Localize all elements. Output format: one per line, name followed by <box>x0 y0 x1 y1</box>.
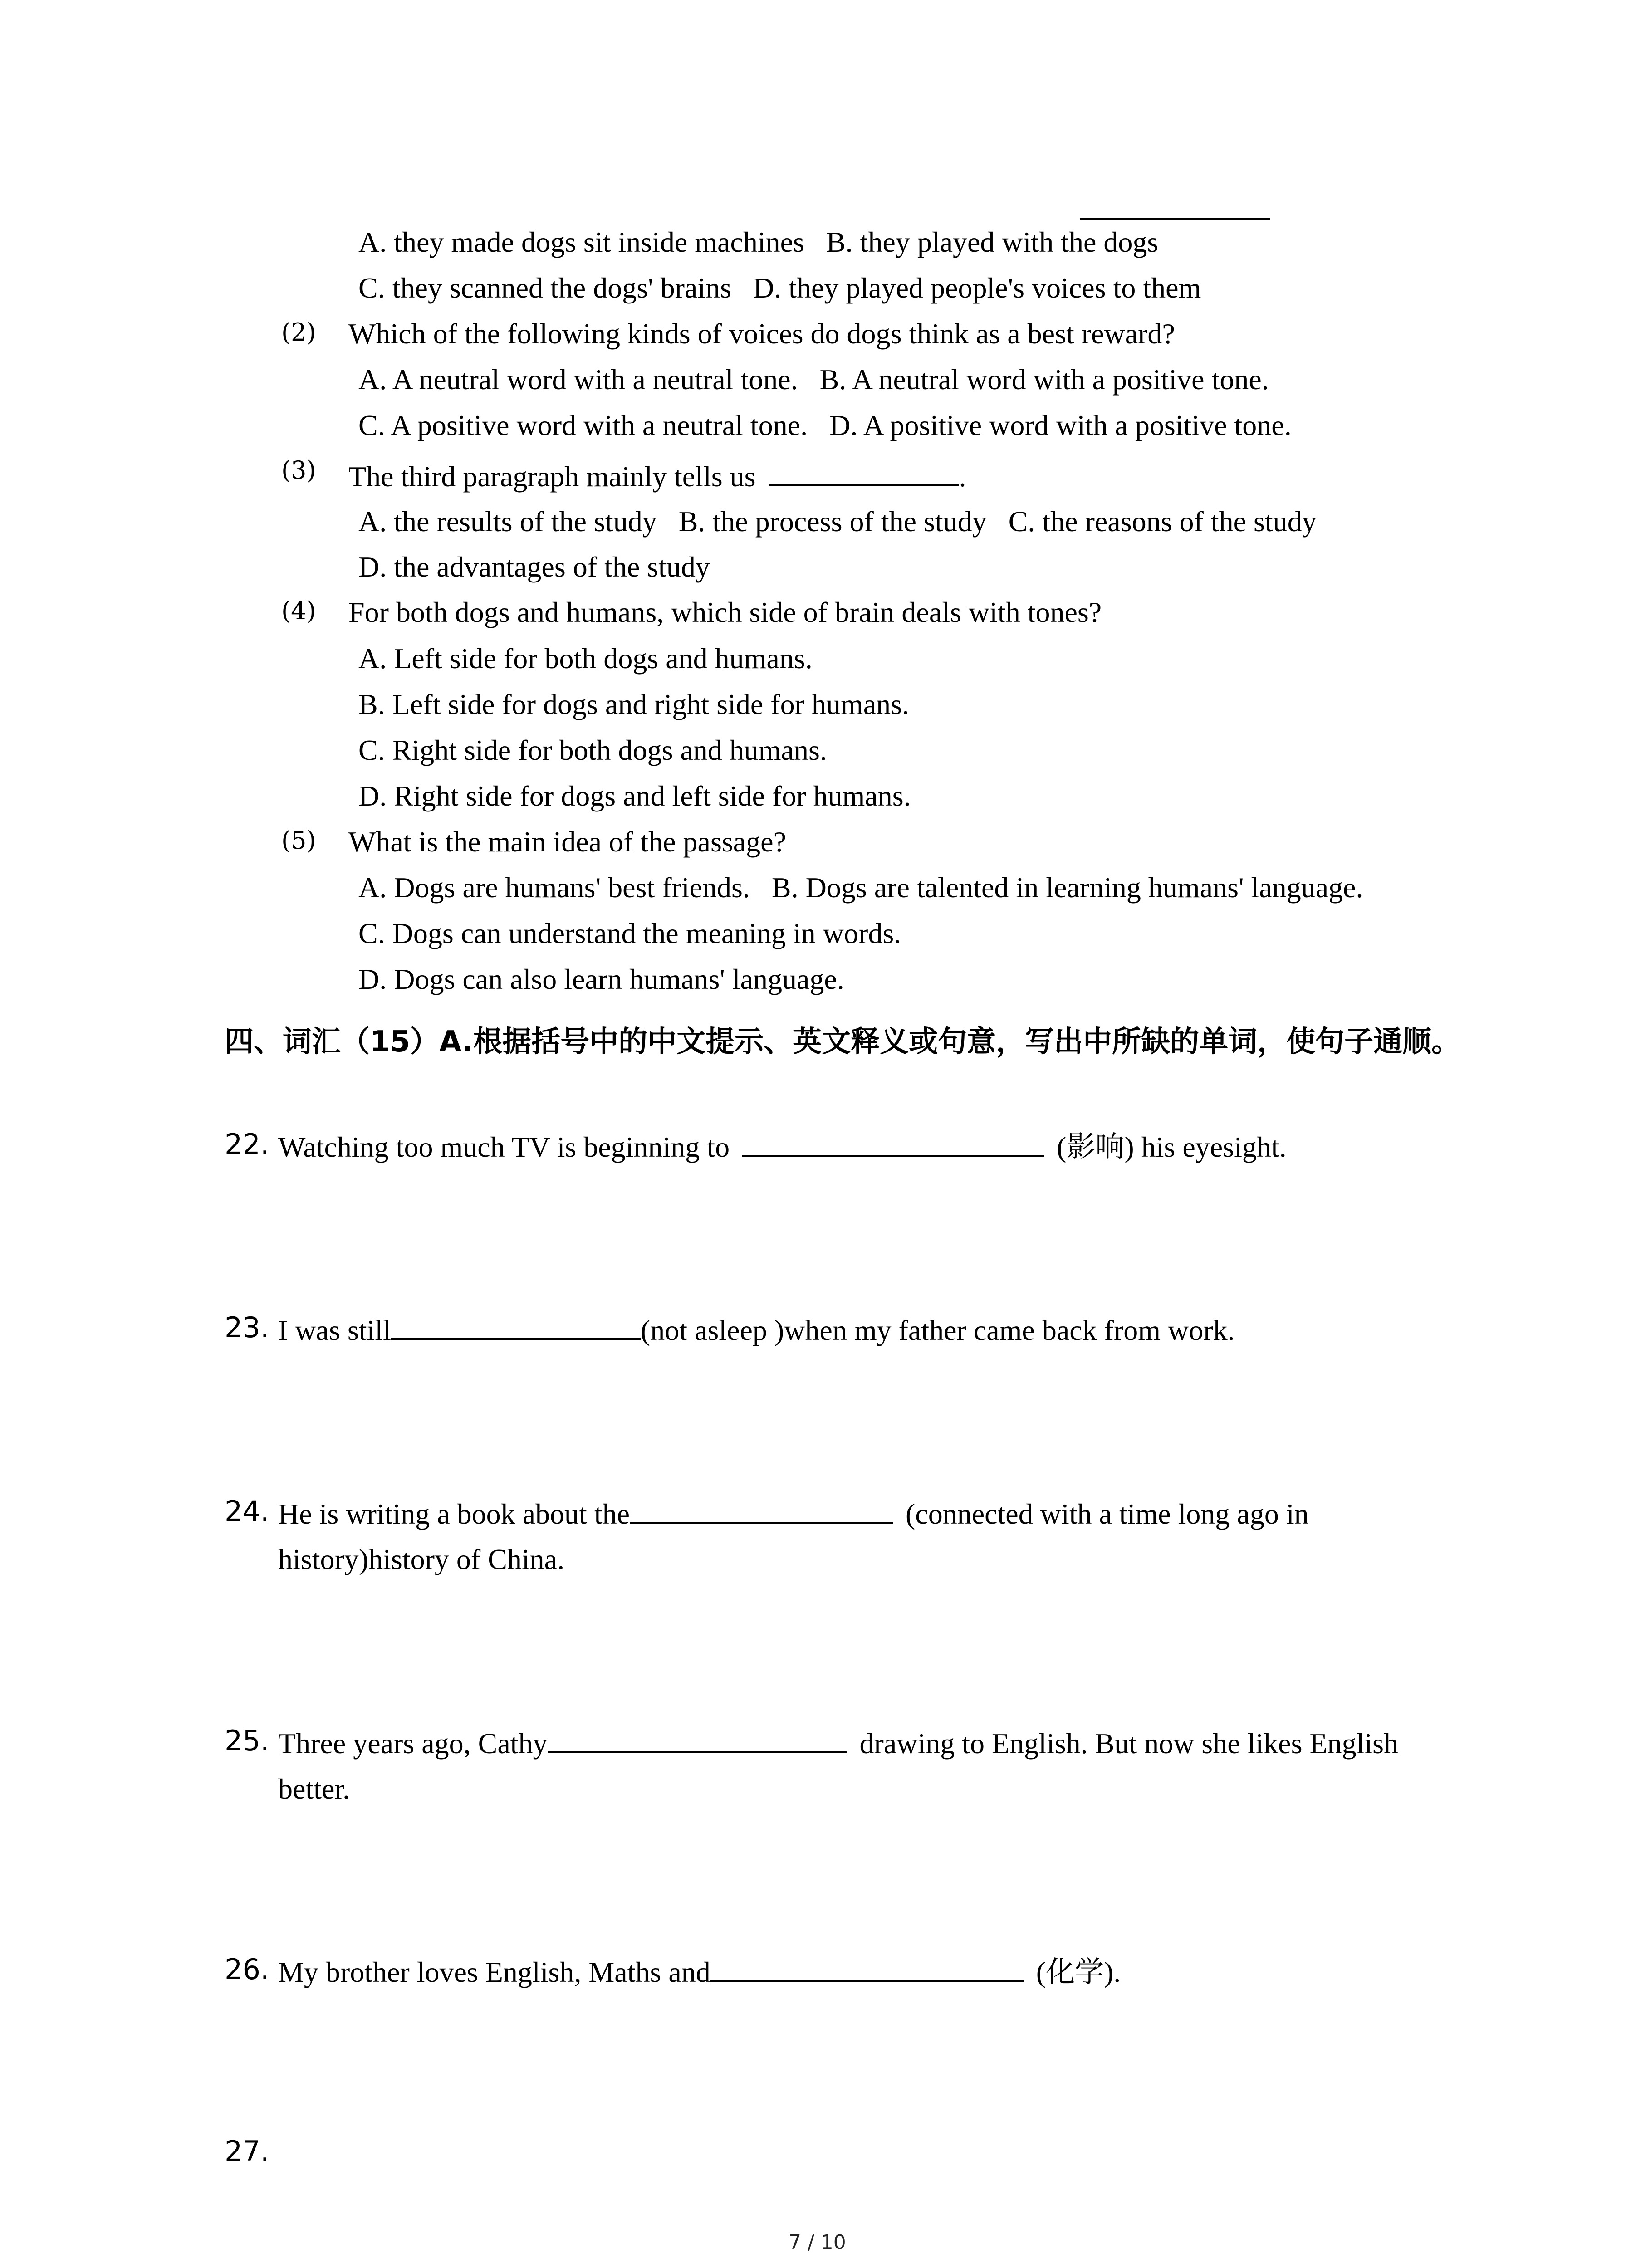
q26-line <box>278 1957 1121 1987</box>
q3-options-row1 <box>358 507 1317 536</box>
q2-number: (2) <box>281 318 316 347</box>
q2-option-a: A. A neutral word with a neutral tone. <box>358 363 798 396</box>
q22-number: 22. <box>225 1128 269 1161</box>
q4-option-c: C. Right side for both dogs and humans. <box>358 734 827 766</box>
q3-option-b: B. the process of the study <box>678 505 987 538</box>
q1-option-c: C. they scanned the dogs' brains <box>358 272 732 304</box>
q26-number: 26. <box>225 1953 269 1986</box>
q23-line <box>278 1315 1235 1345</box>
q5-option-c: C. Dogs can understand the meaning in words. <box>358 917 901 949</box>
q3-options-row2 <box>358 552 710 582</box>
q1-option-d: D. they played people's voices to them <box>753 272 1201 304</box>
q23-text-before: I was still <box>278 1314 391 1346</box>
q5-option-b: B. Dogs are talented in learning humans' language. <box>771 871 1363 904</box>
q26-answer-blank <box>710 1957 1024 1982</box>
q24-answer-blank <box>630 1499 893 1524</box>
q24-text-before: He is writing a book about the <box>278 1498 630 1530</box>
q24-line2: history)history of China. <box>278 1543 565 1575</box>
q5-question: What is the main idea of the passage? <box>348 826 786 858</box>
q3-question: The third paragraph mainly tells us <box>348 460 756 493</box>
page-number: 7 / 10 <box>789 2231 846 2254</box>
q2-options-row2 <box>358 411 1292 440</box>
q25-line2: better. <box>278 1773 350 1805</box>
q4-option-d: D. Right side for dogs and left side for humans. <box>358 780 911 812</box>
q23-number: 23. <box>225 1311 269 1344</box>
q3-number: (3) <box>281 456 316 484</box>
q24-text-after: (connected with a time long ago in <box>905 1498 1309 1530</box>
q4-option-a: A. Left side for both dogs and humans. <box>358 642 813 675</box>
q2-option-c: C. A positive word with a neutral tone. <box>358 409 808 441</box>
q3-option-c: C. the reasons of the study <box>1008 505 1317 538</box>
q27-number: 27. <box>225 2135 269 2168</box>
q3-question-line <box>348 462 966 491</box>
q2-option-d: D. A positive word with a positive tone. <box>829 409 1292 441</box>
q1-option-a: A. they made dogs sit inside machines <box>358 226 804 258</box>
q26-text-before: My brother loves English, Maths and <box>278 1956 710 1988</box>
q23-answer-blank <box>391 1315 641 1340</box>
q4-option-b: B. Left side for dogs and right side for humans. <box>358 688 909 720</box>
q23-text-after: (not asleep )when my father came back from work. <box>640 1314 1235 1346</box>
q3-period: . <box>959 460 966 493</box>
q3-answer-blank <box>769 462 959 486</box>
q3-option-a: A. the results of the study <box>358 505 657 538</box>
q25-answer-blank <box>548 1729 847 1753</box>
q22-text-after: (影响) his eyesight. <box>1057 1131 1287 1163</box>
q25-line1 <box>278 1729 1398 1758</box>
q25-number: 25. <box>225 1724 269 1757</box>
q1-options-row1 <box>358 228 1158 257</box>
q3-option-d: D. the advantages of the study <box>358 551 710 583</box>
q5-options-row1 <box>358 873 1363 902</box>
q2-question: Which of the following kinds of voices do dogs think as a best reward? <box>348 318 1175 350</box>
q25-text-before: Three years ago, Cathy <box>278 1727 548 1760</box>
q1-options-row2 <box>358 274 1201 303</box>
q5-option-a: A. Dogs are humans' best friends. <box>358 871 750 904</box>
q5-option-d: D. Dogs can also learn humans' language. <box>358 963 844 995</box>
q24-number: 24. <box>225 1495 269 1528</box>
q1-option-b: B. they played with the dogs <box>826 226 1159 258</box>
q22-line <box>278 1132 1287 1162</box>
q26-text-after: (化学). <box>1036 1956 1121 1988</box>
answer-blank-top <box>1080 195 1270 220</box>
section-heading: 四、词汇（15）A.根据括号中的中文提示、英文释义或句意，写出中所缺的单词，使句子通顺。 <box>225 1025 1461 1059</box>
q2-options-row1 <box>358 365 1269 394</box>
q4-question: For both dogs and humans, which side of brain deals with tones? <box>348 596 1102 628</box>
q5-number: (5) <box>281 826 316 855</box>
q2-option-b: B. A neutral word with a positive tone. <box>819 363 1269 396</box>
q22-answer-blank <box>742 1132 1044 1157</box>
q25-text-after: drawing to English. But now she likes English <box>859 1727 1399 1760</box>
q4-number: (4) <box>281 596 316 625</box>
q24-line1 <box>278 1499 1309 1529</box>
q22-text-before: Watching too much TV is beginning to <box>278 1131 730 1163</box>
